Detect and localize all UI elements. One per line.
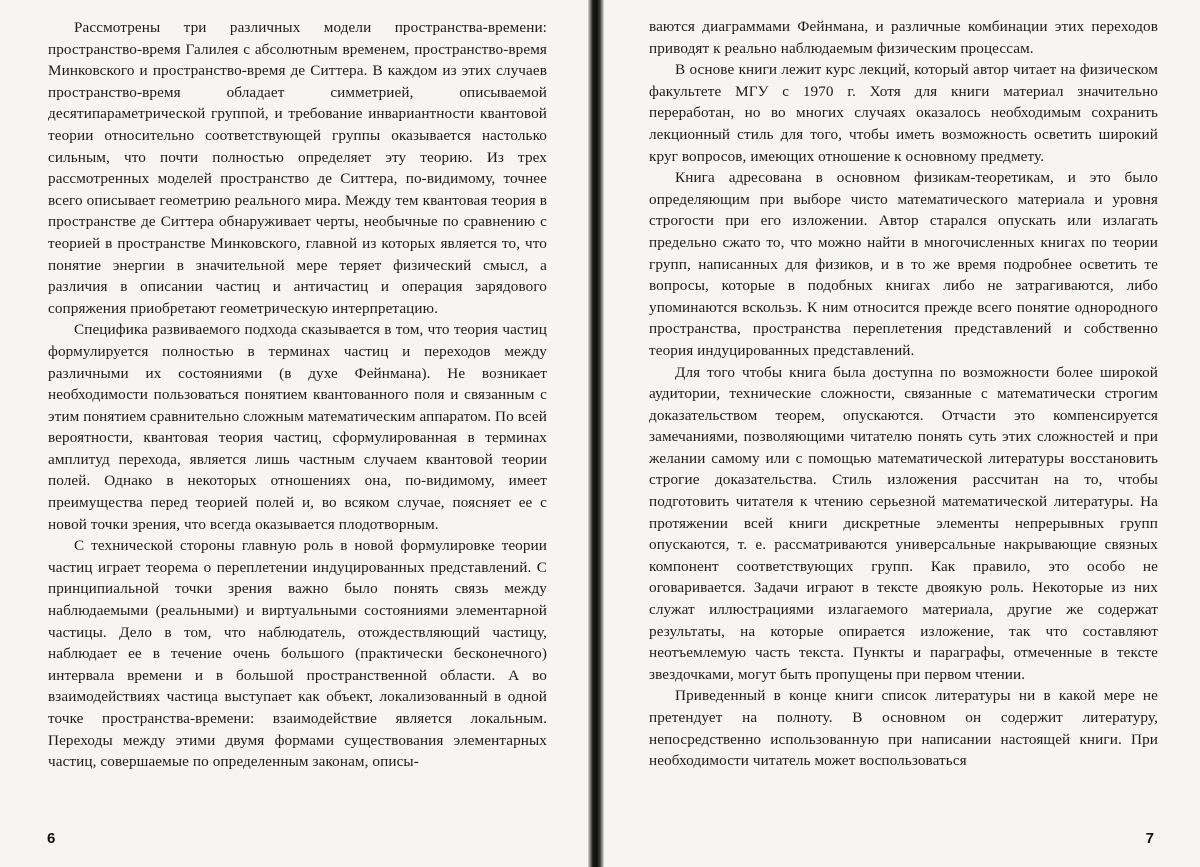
paragraph: Для того чтобы книга была доступна по возможности более широкой аудитории, технические сложности, связанные с математически строгим доказательством теорем, опускаются. Отчасти это компенсируется замечаниями, позволяющими читателю понять суть этих сложностей и при желании самому или с помощью математической литературы восстановить строгие доказательства. Стиль изложения рассчитан на то, чтобы подготовить читателя к чтению серьезной математической литературы. На протяжении всей книги дискретные элементы непрерывных групп опускаются, т. е. рассматриваются универсальные накрывающие связных компонент соответствующих групп. Как правило, это особо не оговаривается. Задачи играют в тексте двоякую роль. Некоторые из них служат иллюстрациями излагаемого материала, другие же содержат результаты, на которые опирается изложение, так что составляют неотъемлемую часть текста. Пункты и параграфы, отмеченные в тексте звездочками, могут быть пропущены при первом чтении. [649, 362, 1158, 686]
left-page-text [48, 17, 547, 773]
paragraph: Специфика развиваемого подхода сказывается в том, что теория частиц формулируется полностью в терминах частиц и переходов между различными их состояниями (в духе Фейнмана). Не возникает необходимости пользоваться понятием квантованного поля и связанным с этим понятием сравнительно сложным математическим аппаратом. По всей вероятности, квантовая теория частиц, сформулированная в терминах амплитуд перехода, является лишь частным случаем квантовой теории полей. Однако в некоторых отношениях она, по-видимому, имеет преимущества перед теорией полей и, во всяком случае, поясняет ее с новой точки зрения, что всегда оказывается плодотворным. [48, 319, 547, 535]
book-spread [0, 0, 1200, 867]
book-gutter [588, 0, 604, 867]
page-number-left: 6 [47, 830, 55, 847]
paragraph: Приведенный в конце книги список литературы ни в какой мере не претендует на полноту. В основном он содержит литературу, непосредственно использованную при написании настоящей книги. При необходимости читатель может воспользоваться [649, 685, 1158, 771]
paragraph: В основе книги лежит курс лекций, который автор читает на физическом факультете МГУ с 1970 г. Хотя для книги материал значительно переработан, но во многих случаях оказалось необходимым сохранить лекционный стиль для того, чтобы иметь возможность осветить широкий круг вопросов, имеющих отношение к основному предмету. [649, 59, 1158, 167]
left-page [0, 0, 590, 867]
page-number-right: 7 [1146, 830, 1154, 847]
right-page-text [649, 16, 1158, 772]
paragraph: ваются диаграммами Фейнмана, и различные комбинации этих переходов приводят к реально наблюдаемым физическим процессам. [649, 16, 1158, 59]
paragraph: Книга адресована в основном физикам-теоретикам, и это было определяющим при выборе чисто математического материала и уровня строгости при его изложении. Автор старался опускать или излагать предельно сжато то, что можно найти в многочисленных книгах по теории групп, написанных для физиков, и в то же время подробнее осветить те вопросы, которые в подобных книгах либо не затрагиваются, либо упоминаются вскользь. К ним относится прежде всего понятие однородного пространства, пространства переплетения представлений и собственно теория индуцированных представлений. [649, 167, 1158, 361]
paragraph: Рассмотрены три различных модели пространства-времени: пространство-время Галилея с абсолютным временем, пространство-время Минковского и пространство-время де Ситтера. В каждом из этих случаев пространство-время обладает симметрией, описываемой десятипараметрической группой, и требование инвариантности квантовой теории относительно соответствующей группы оказывается настолько сильным, что почти полностью определяет эту теорию. Из трех рассмотренных моделей пространство де Ситтера, по-видимому, точнее всего описывает геометрию реального мира. Между тем квантовая теория в пространстве де Ситтера обнаруживает черты, необычные по сравнению с теорией в пространстве Минковского, главной из которых является то, что понятие энергии в значительной мере теряет физический смысл, а различия в описании частиц и античастиц и операция зарядового сопряжения приобретают геометрическую интерпретацию. [48, 17, 547, 319]
paragraph: С технической стороны главную роль в новой формулировке теории частиц играет теорема о переплетении индуцированных представлений. С принципиальной точки зрения важно было понять связь между наблюдаемыми (реальными) и виртуальными состояниями элементарной частицы. Дело в том, что наблюдатель, отождествляющий частицу, наблюдает ее в течение очень большого (практически бесконечного) интервала времени и в большой пространственной области. А во взаимодействиях частица выступает как объект, локализованный в одной точке пространства-времени: взаимодействие является локальным. Переходы между этими двумя формами существования элементарных частиц, совершаемые по определенным законам, описы- [48, 535, 547, 773]
right-page [604, 0, 1200, 867]
